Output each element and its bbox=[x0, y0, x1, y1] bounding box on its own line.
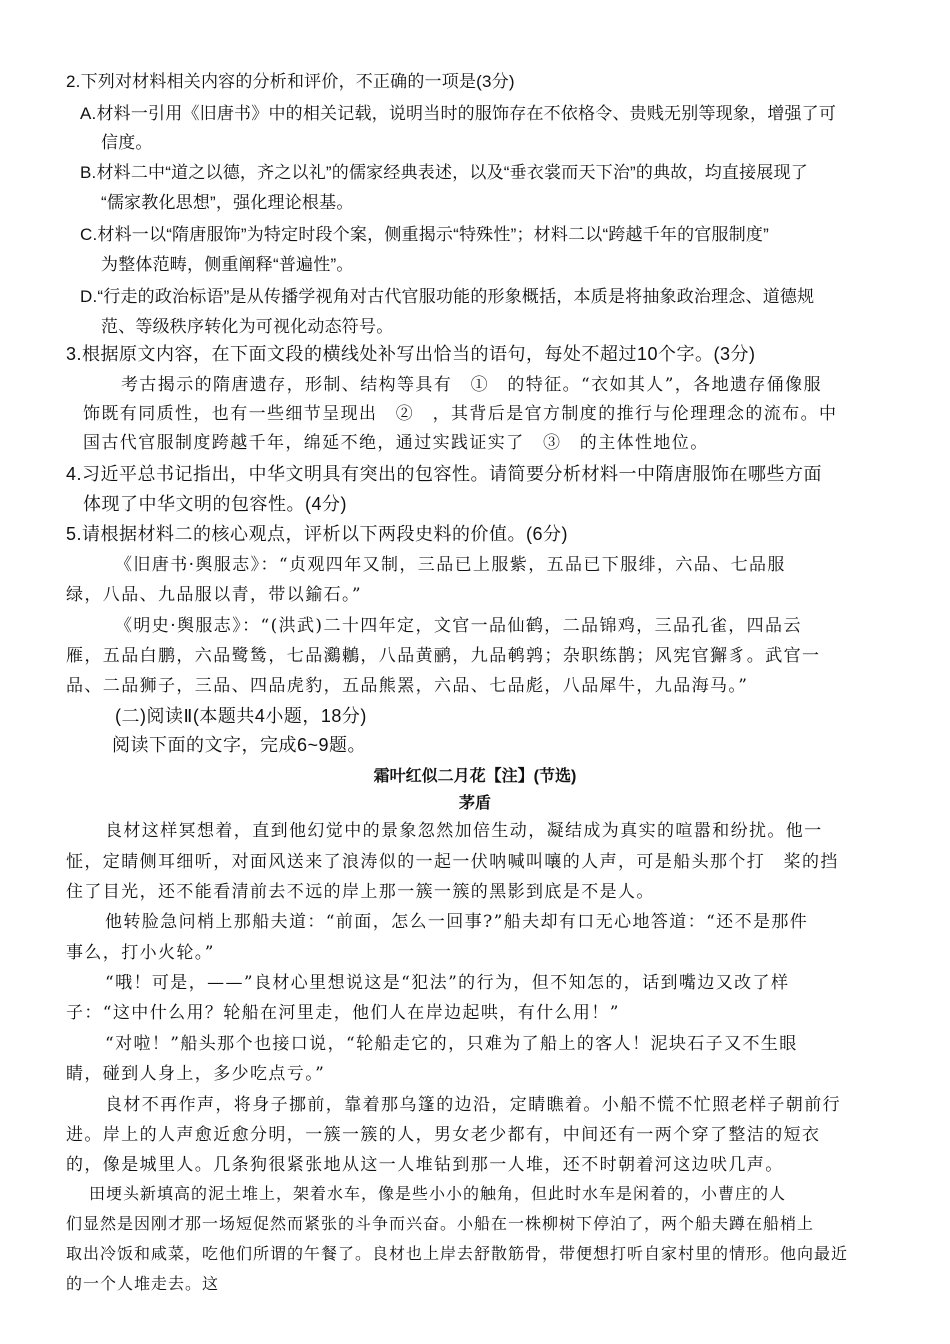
q3-passage-line1: 考古揭示的隋唐遗存，形制、结构等具有 ① 的特征。“衣如其人”，各地遗存俑像服 bbox=[121, 375, 822, 395]
q3-passage-line3: 国古代官服制度跨越千年，绵延不绝，通过实践证实了 ③ 的主体性地位。 bbox=[83, 433, 709, 453]
story-para3-line2: 子：“这中什么用？轮船在河里走，他们人在岸边起哄，有什么用！” bbox=[66, 1003, 620, 1023]
q2-option-c-line1: C.材料一以“隋唐服饰”为特定时段个案，侧重揭示“特殊性”；材料二以“跨越千年的官服制度” bbox=[80, 225, 769, 244]
q2-option-b-line2: “儒家教化思想”，强化理论根基。 bbox=[101, 193, 354, 212]
q3-stem: 3.根据原文内容，在下面文段的横线处补写出恰当的语句，每处不超过10个字。(3分) bbox=[66, 344, 756, 364]
q2-option-d-line1: D.“行走的政治标语”是从传播学视角对古代官服功能的形象概括，本质是将抽象政治理念、道德规 bbox=[80, 287, 815, 306]
q2-option-a-line1: A.材料一引用《旧唐书》中的相关记载，说明当时的服饰存在不依格令、贵贱无别等现象，增强了可 bbox=[80, 104, 837, 123]
story-para1-line2: 怔，定睛侧耳细听，对面风送来了浪涛似的一起一伏呐喊叫嚷的人声，可是船头那个打 桨的挡 bbox=[66, 852, 839, 872]
q2-option-a-line2: 信度。 bbox=[101, 133, 153, 152]
story-para2-line1: 他转脸急问梢上那船夫道：“前面，怎么一回事?”船夫却有口无心地答道：“还不是那件 bbox=[105, 912, 809, 932]
story-para2-line2: 事么，打小火轮。” bbox=[66, 943, 215, 963]
q2-option-b-line1: B.材料二中“道之以德，齐之以礼”的儒家经典表述，以及“垂衣裳而天下治”的典故，均直接展现了 bbox=[80, 163, 808, 182]
story-para6-line1: 田埂头新填高的泥土堆上，架着水车，像是些小小的触角，但此时水车是闲着的，小曹庄的人 bbox=[89, 1184, 787, 1203]
story-para6-line4: 的一个人堆走去。这 bbox=[66, 1274, 220, 1293]
q2-option-c-line2: 为整体范畴，侧重阐释“普遍性”。 bbox=[101, 255, 354, 274]
story-para5-line2: 进。岸上的人声愈近愈分明，一簇一簇的人，男女老少都有，中间还有一两个穿了整洁的短衣 bbox=[66, 1125, 821, 1145]
story-para5-line1: 良材不再作声，将身子挪前，靠着那乌篷的边沿，定睛瞧着。小船不慌不忙照老样子朝前行 bbox=[105, 1095, 841, 1115]
story-para6-line2: 们显然是因刚才那一场短促然而紧张的斗争而兴奋。小船在一株柳树下停泊了，两个船夫蹲在船梢上 bbox=[66, 1214, 815, 1233]
story-para5-line3: 的，像是城里人。几条狗很紧张地从这一人堆钻到那一人堆，还不时朝着河这边吠几声。 bbox=[66, 1155, 784, 1175]
story-para4-line2: 睛，碰到人身上，多少吃点亏。” bbox=[66, 1064, 326, 1084]
q5-source1-line2: 绿，八品、九品服以青，带以鍮石。” bbox=[66, 585, 362, 605]
q5-stem: 5.请根据材料二的核心观点，评析以下两段史料的价值。(6分) bbox=[66, 524, 569, 544]
q4-stem-line1: 4.习近平总书记指出，中华文明具有突出的包容性。请简要分析材料一中隋唐服饰在哪些方面 bbox=[66, 464, 823, 484]
story-para1-line1: 良材这样冥想着，直到他幻觉中的景象忽然加倍生动，凝结成为真实的喧嚣和纷扰。他一 bbox=[105, 821, 823, 841]
q5-source2-line1: 《明史·舆服志》：“(洪武)二十四年定，文官一品仙鹤，二品锦鸡，三品孔雀，四品云 bbox=[115, 616, 802, 636]
story-para3-line1: “哦！可是，——”良材心里想说这是“犯法”的行为，但不知怎的，话到嘴边又改了样 bbox=[105, 973, 790, 993]
story-title: 霜叶红似二月花【注】(节选) bbox=[373, 768, 577, 785]
q5-source2-line2: 雁，五品白鹏，六品鹭鸶，七品鸂鶒，八品黄鹂，九品鹌鹑；杂职练鹊；风宪官獬豸。武官一 bbox=[66, 646, 821, 666]
section2-instruction: 阅读下面的文字，完成6~9题。 bbox=[112, 735, 367, 755]
story-author: 茅盾 bbox=[458, 795, 491, 812]
q2-option-d-line2: 范、等级秩序转化为可视化动态符号。 bbox=[101, 317, 394, 336]
q4-stem-line2: 体现了中华文明的包容性。(4分) bbox=[83, 494, 347, 514]
story-para4-line1: “对啦！”船头那个也接口说，“轮船走它的，只难为了船上的客人！泥块石子又不生眼 bbox=[105, 1034, 798, 1054]
q2-stem: 2.下列对材料相关内容的分析和评价，不正确的一项是(3分) bbox=[66, 72, 515, 91]
q3-passage-line2: 饰既有同质性，也有一些细节呈现出 ② ，其背后是官方制度的推行与伦理理念的流布。中 bbox=[83, 404, 838, 424]
story-para6-line3: 取出冷饭和咸菜，吃他们所谓的午餐了。良材也上岸去舒散筋骨，带便想打听自家村里的情形。他向最近 bbox=[66, 1244, 849, 1263]
story-para1-line3: 住了目光，还不能看清前去不远的岸上那一簇一簇的黑影到底是不是人。 bbox=[66, 882, 655, 902]
section2-heading: (二)阅读Ⅱ(本题共4小题，18分) bbox=[115, 706, 367, 726]
q5-source2-line3: 品、二品狮子，三品、四品虎豹，五品熊罴，六品、七品彪，八品犀牛，九品海马。” bbox=[66, 676, 749, 696]
q5-source1-line1: 《旧唐书·舆服志》：“贞观四年又制，三品已上服紫，五品已下服绯，六品、七品服 bbox=[115, 555, 786, 575]
